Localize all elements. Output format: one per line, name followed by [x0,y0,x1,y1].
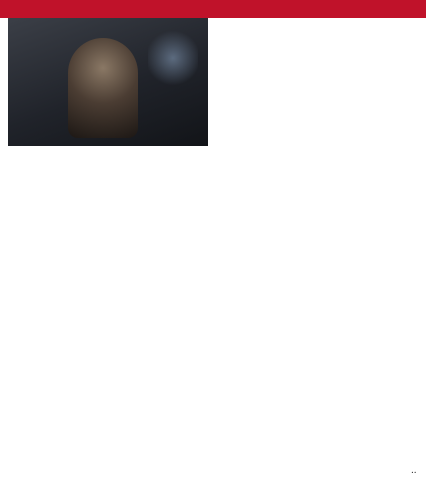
page-footer: • • [411,470,416,475]
section-band [0,0,426,18]
text-column-4 [322,20,420,470]
text-column-3 [218,20,316,470]
text-column-2 [112,220,210,470]
text-column-1 [8,220,106,470]
photo-figure [68,38,138,138]
photo-background-light [148,28,198,88]
article-photo [8,18,208,146]
